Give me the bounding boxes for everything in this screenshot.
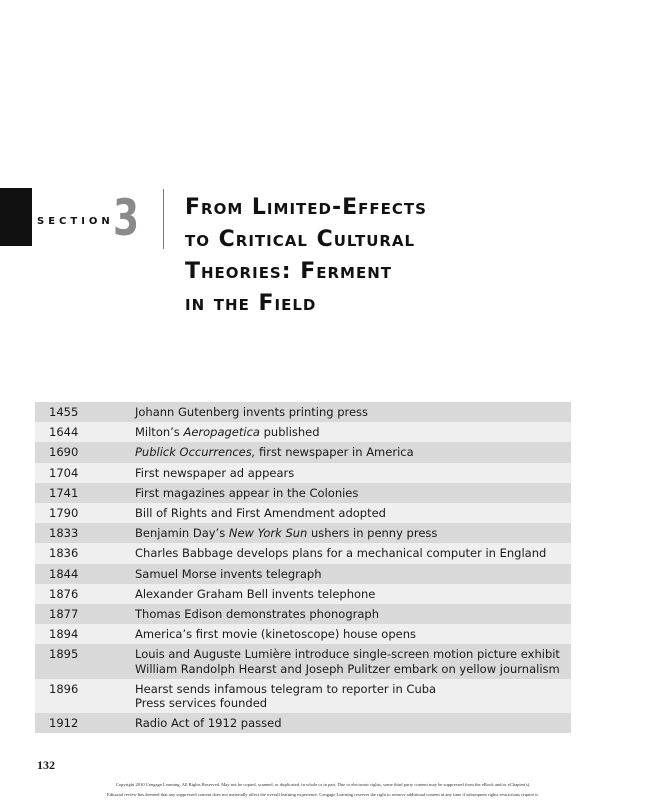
timeline-event [135,546,571,560]
section-number: 3 [113,189,140,247]
italic-title: New York Sun [228,526,308,541]
title-line: Theories: Ferment [185,259,392,284]
timeline-event [135,696,571,710]
timeline-year: 1644 [49,425,79,440]
timeline-event-cell [135,463,571,483]
timeline-event [135,647,571,661]
timeline-row [35,584,571,604]
timeline-event [135,445,571,459]
title-line: From Limited-Effects [185,195,427,220]
event-text: Radio Act of 1912 passed [135,716,282,731]
timeline-event [135,607,571,621]
timeline-row [35,543,571,563]
event-text: First newspaper ad appears [135,465,295,480]
event-text: Benjamin Day’s [135,526,229,541]
event-text: William Randolph Hearst and Joseph Pulitzer embark on yellow journalism [135,661,560,676]
event-text: Johann Gutenberg invents printing press [135,405,369,419]
section-title [185,192,605,320]
timeline-event-cell [135,523,571,543]
timeline-year: 1912 [49,716,79,731]
event-text: Alexander Graham Bell invents telephone [135,586,376,601]
timeline-event [135,682,571,696]
timeline-year: 1844 [49,566,79,581]
timeline-year: 1455 [49,405,79,419]
timeline-row [35,422,571,442]
timeline-row [35,442,571,462]
timeline-year: 1895 [49,647,79,662]
event-text: Bill of Rights and First Amendment adopted [135,506,386,521]
timeline-year: 1790 [49,506,79,521]
event-text: Louis and Auguste Lumière introduce single-screen motion picture exhibit [135,647,560,662]
timeline-event [135,526,571,540]
section-label: SECTION [37,216,114,227]
timeline-event-cell [135,644,571,678]
timeline-row [35,483,571,503]
title-line: to Critical Cultural [185,227,416,252]
italic-title: Aeropagetica [183,425,260,440]
timeline-year: 1833 [49,526,79,541]
timeline-event [135,506,571,520]
timeline-event [135,405,571,419]
timeline-year: 1876 [49,586,79,601]
page-number: 132 [37,758,55,772]
timeline-year: 1741 [49,485,79,500]
title-line: in the Field [185,291,317,316]
timeline-event [135,486,571,500]
timeline-event-cell [135,713,571,733]
section-tab-marker [0,188,32,246]
timeline-year: 1896 [49,681,79,696]
timeline-row [35,713,571,733]
timeline-event-cell [135,604,571,624]
italic-title: Publick Occurrences, [135,445,256,460]
timeline-row [35,564,571,584]
timeline-table [35,402,571,733]
event-text: ushers in penny press [307,526,438,541]
copyright-footer [0,780,646,800]
timeline-event [135,627,571,641]
timeline-row [35,604,571,624]
timeline-event-cell [135,564,571,584]
title-divider [163,189,164,249]
event-text: first newspaper in America [255,445,414,460]
timeline-event [135,587,571,601]
timeline-event [135,716,571,730]
event-text: Thomas Edison demonstrates phonograph [135,607,379,622]
timeline-row [35,463,571,483]
timeline-event [135,662,571,676]
timeline-year: 1877 [49,607,79,622]
timeline-event-cell [135,679,571,713]
timeline-event-cell [135,422,571,442]
timeline-row [35,624,571,644]
timeline-event-cell [135,483,571,503]
footer-line: Copyright 2010 Cengage Learning. All Rights Reserved. May not be copied, scanned, or duplicated, in whole or in part. Due to electronic rights, some third party content may be suppressed from the eBook and/or eChapter(s). [115,782,531,787]
event-text: First magazines appear in the Colonies [135,485,359,500]
timeline-event-cell [135,503,571,523]
timeline-year: 1894 [49,627,79,642]
event-text: Charles Babbage develops plans for a mechanical computer in England [135,546,547,561]
timeline-event [135,425,571,439]
timeline-row [35,644,571,678]
timeline-event [135,466,571,480]
timeline-event-cell [135,584,571,604]
event-text: Press services founded [135,696,268,711]
timeline-event-cell [135,402,571,422]
timeline-row [35,679,571,713]
event-text: Milton’s [135,425,184,440]
event-text: Hearst sends infamous telegram to reporter in Cuba [135,681,437,696]
timeline-event-cell [135,543,571,563]
event-text: Samuel Morse invents telegraph [135,566,322,581]
timeline-row [35,402,571,422]
timeline-year: 1704 [49,465,79,480]
timeline-row [35,523,571,543]
timeline-year: 1836 [49,546,79,561]
timeline-year: 1690 [49,445,79,460]
timeline-row [35,503,571,523]
event-text: America’s first movie (kinetoscope) house opens [135,627,416,642]
event-text: published [259,425,320,440]
timeline-event [135,567,571,581]
timeline-event-cell [135,442,571,462]
footer-line: Editorial review has deemed that any suppressed content does not materially affect the overall learning experience. Cengage Learning reserves the right to remove additional content at any time if subsequent rights restrictions require it. [107,792,539,797]
timeline-event-cell [135,624,571,644]
